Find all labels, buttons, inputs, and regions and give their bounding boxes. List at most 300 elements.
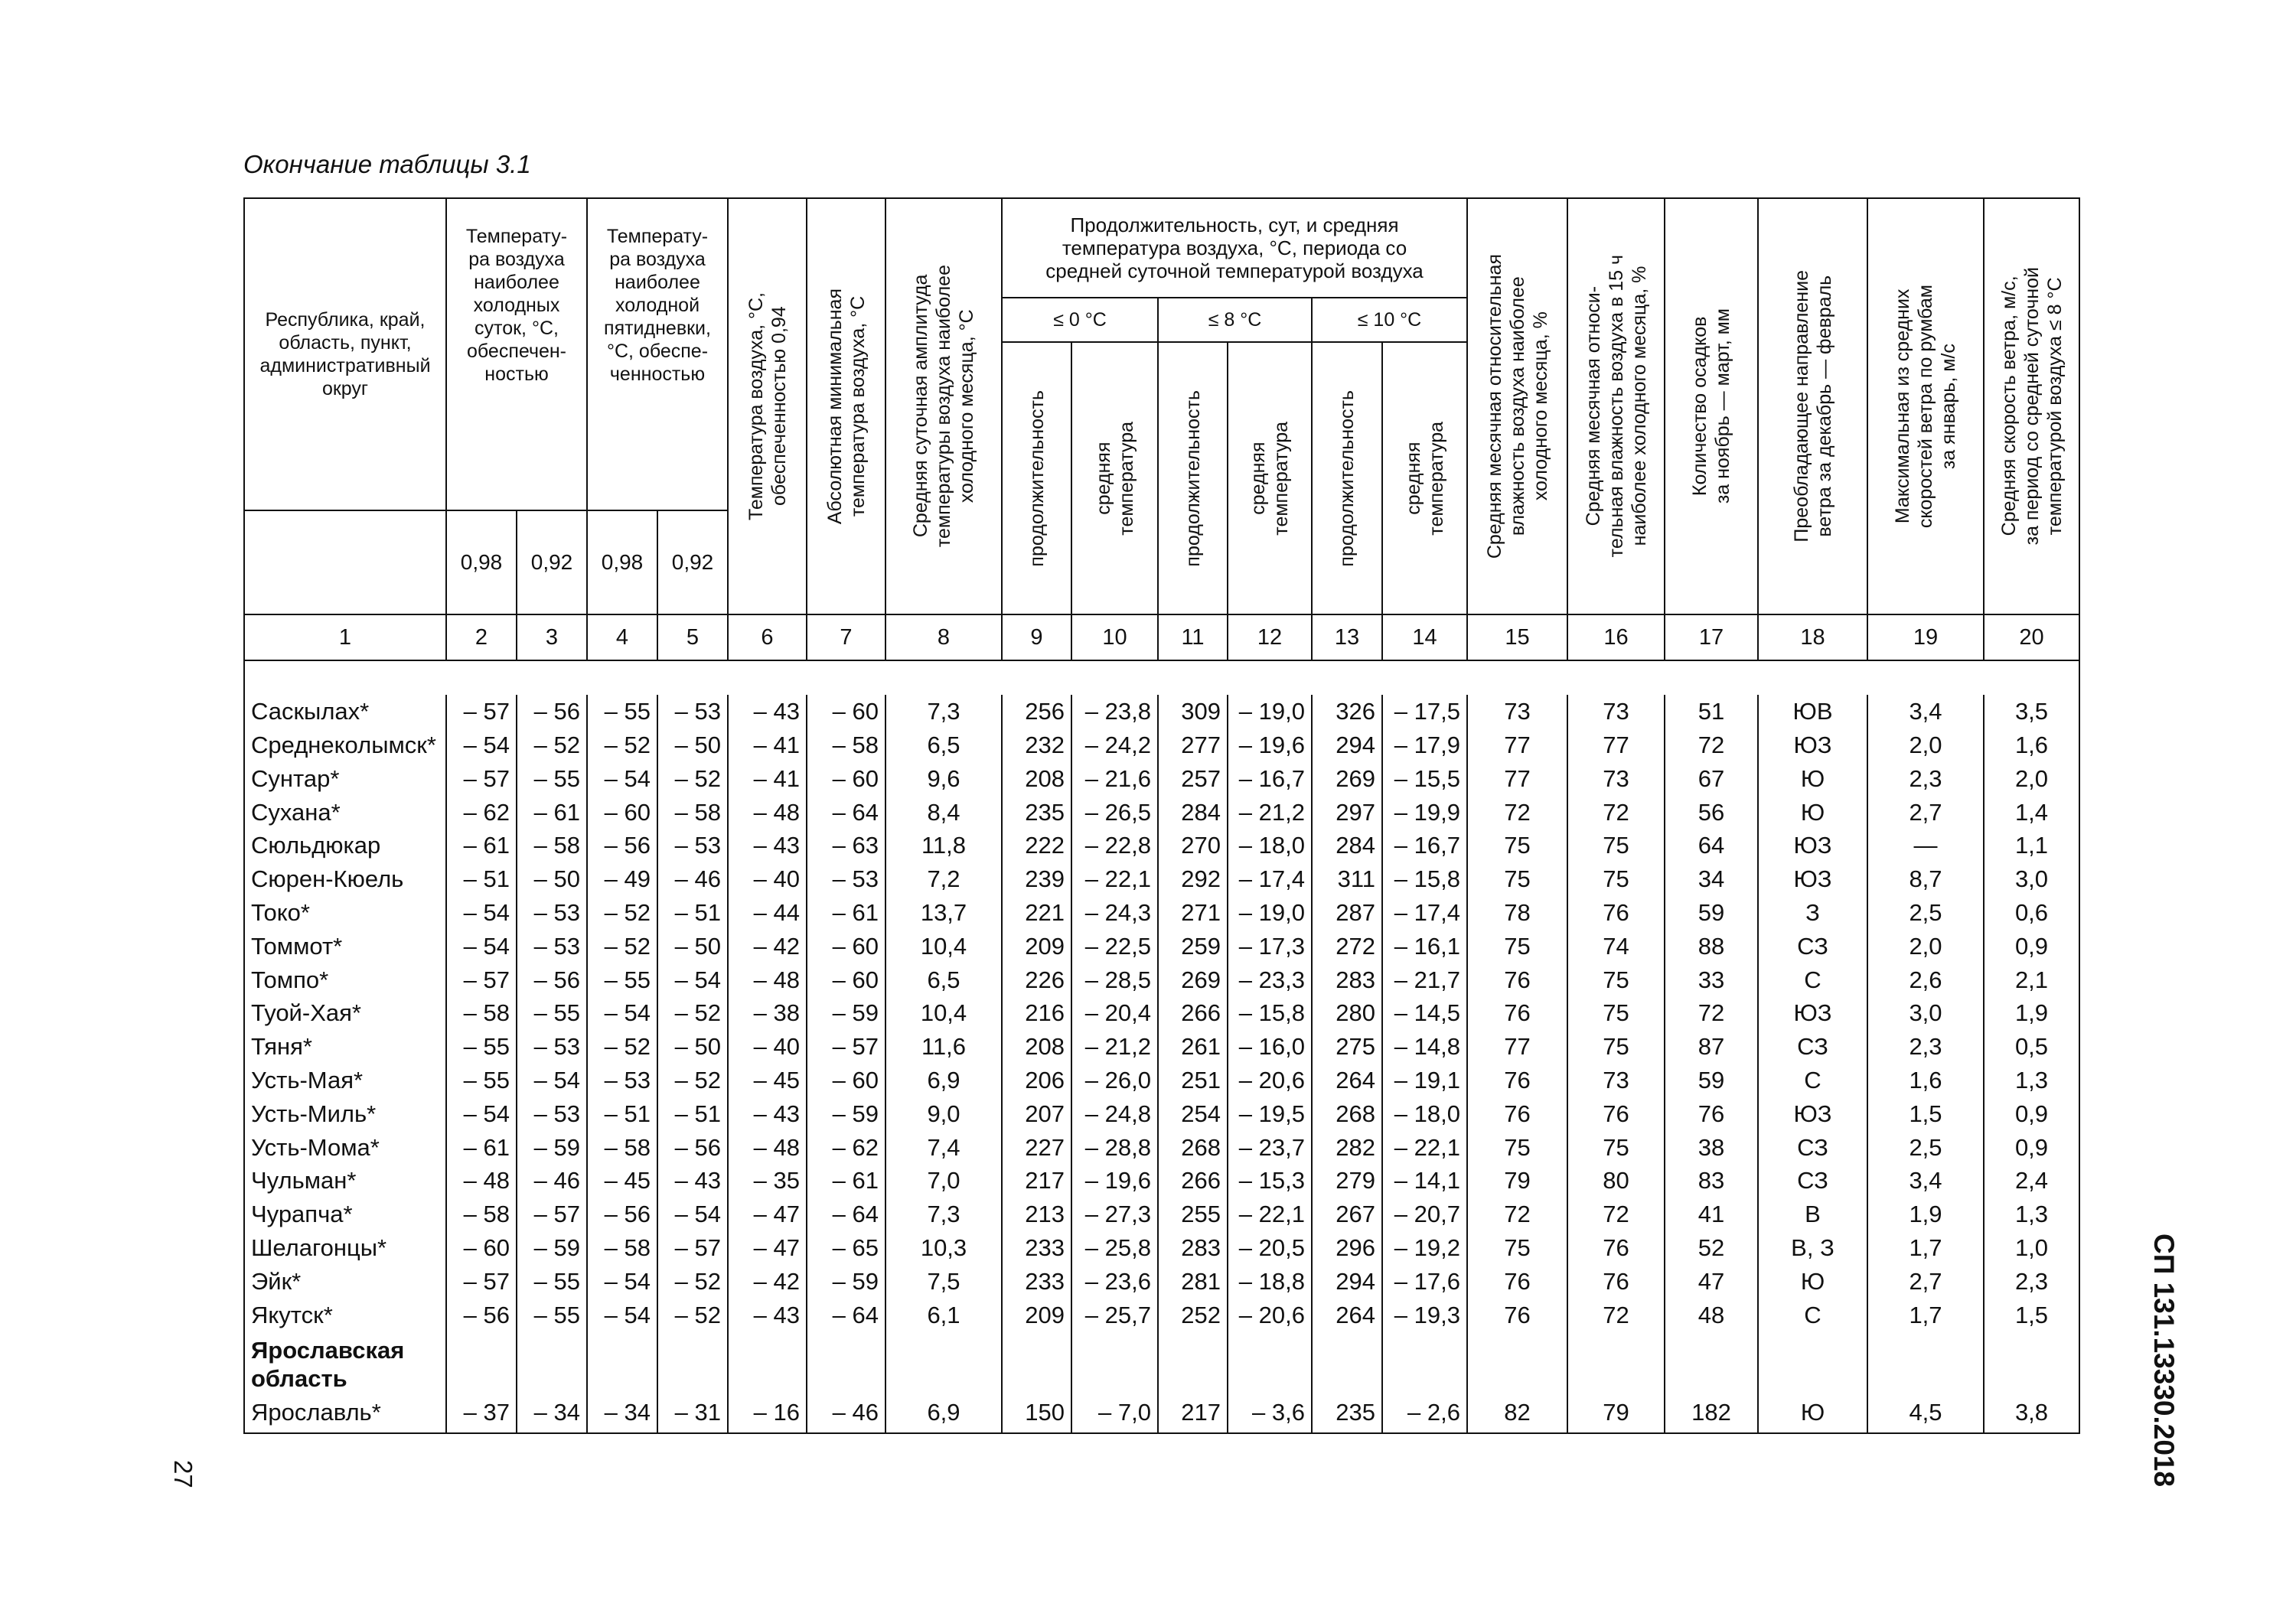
table-cell: – 55: [517, 761, 587, 795]
table-cell: 1,6: [1984, 728, 2079, 762]
column-number: 5: [657, 614, 728, 660]
table-cell: 1,3: [1984, 1064, 2079, 1097]
table-cell: – 55: [517, 1298, 587, 1331]
table-cell: – 64: [807, 1198, 885, 1231]
table-cell: 7,5: [885, 1264, 1002, 1298]
table-cell: – 54: [587, 1264, 657, 1298]
page-number: 27: [169, 1460, 197, 1488]
table-cell: – 17,4: [1382, 896, 1467, 930]
table-cell: 1,1: [1984, 829, 2079, 862]
table-cell: – 19,6: [1228, 728, 1312, 762]
table-cell: 72: [1567, 1298, 1665, 1331]
table-cell: – 34: [587, 1393, 657, 1433]
table-cell: – 20,6: [1228, 1298, 1312, 1331]
table-cell: 2,0: [1867, 728, 1984, 762]
table-cell: 208: [1002, 761, 1071, 795]
table-cell: 264: [1312, 1064, 1382, 1097]
table-cell: 209: [1002, 929, 1071, 963]
table-cell: – 58: [587, 1231, 657, 1265]
column-number: 10: [1071, 614, 1158, 660]
header-duration-10: продолжительность: [1312, 342, 1382, 614]
table-cell: – 46: [517, 1164, 587, 1198]
region-row: [244, 1331, 2079, 1393]
table-cell: – 17,9: [1382, 728, 1467, 762]
table-cell: – 27,3: [1071, 1198, 1158, 1231]
table-cell: – 60: [807, 1064, 885, 1097]
table-cell: 76: [1467, 963, 1567, 996]
table-cell: – 48: [446, 1164, 517, 1198]
table-cell: СЗ: [1758, 1030, 1867, 1064]
table-cell: СЗ: [1758, 929, 1867, 963]
empty-cell: [446, 1331, 517, 1393]
table-cell: – 60: [807, 695, 885, 728]
table-cell: – 16,1: [1382, 929, 1467, 963]
table-cell: 0,9: [1984, 1130, 2079, 1164]
table-cell: 75: [1467, 929, 1567, 963]
header-region: Республика, край, область, пункт, административный округ: [244, 198, 446, 510]
table-cell: 2,5: [1867, 1130, 1984, 1164]
table-cell: – 50: [657, 728, 728, 762]
column-number: 13: [1312, 614, 1382, 660]
table-cell: – 41: [728, 728, 807, 762]
header-coldest-five-days: Температу- ра воздуха наиболее холодной пятидневки, °С, обеспе- ченностью: [587, 198, 728, 510]
table-cell: 48: [1665, 1298, 1758, 1331]
table-cell: 3,0: [1867, 996, 1984, 1030]
table-cell: 1,4: [1984, 795, 2079, 829]
header-period-8: ≤ 8 °С: [1158, 298, 1312, 342]
table-cell: – 49: [587, 862, 657, 896]
table-cell: 283: [1312, 963, 1382, 996]
table-cell: – 51: [446, 862, 517, 896]
table-cell: 76: [1467, 1298, 1567, 1331]
table-cell: 75: [1467, 1130, 1567, 1164]
table-cell: – 52: [657, 1264, 728, 1298]
table-cell: 233: [1002, 1231, 1071, 1265]
table-row: [244, 1298, 2079, 1331]
empty-cell: [1228, 1331, 1312, 1393]
header-period-0: ≤ 0 °С: [1002, 298, 1158, 342]
table-cell: – 18,8: [1228, 1264, 1312, 1298]
empty-cell: [807, 1331, 885, 1393]
table-cell: 256: [1002, 695, 1071, 728]
table-cell: 2,4: [1984, 1164, 2079, 1198]
table-cell: 76: [1567, 1231, 1665, 1265]
table-row: [244, 929, 2079, 963]
table-cell: – 51: [657, 896, 728, 930]
table-cell: 282: [1312, 1130, 1382, 1164]
table-row: [244, 728, 2079, 762]
table-cell: – 14,8: [1382, 1030, 1467, 1064]
table-cell: 33: [1665, 963, 1758, 996]
header-prob-092-a: 0,92: [517, 510, 587, 614]
table-cell: 72: [1567, 795, 1665, 829]
table-cell: 34: [1665, 862, 1758, 896]
table-cell: 76: [1467, 996, 1567, 1030]
table-cell: 206: [1002, 1064, 1071, 1097]
table-cell: – 60: [446, 1231, 517, 1265]
column-number: 8: [885, 614, 1002, 660]
empty-cell: [657, 1331, 728, 1393]
header-period-10: ≤ 10 °С: [1312, 298, 1467, 342]
table-cell: 56: [1665, 795, 1758, 829]
table-cell: 266: [1158, 996, 1228, 1030]
table-row: [244, 1231, 2079, 1265]
table-cell: – 61: [807, 1164, 885, 1198]
header-coldest-day: Температу- ра воздуха наиболее холодных суток, °С, обеспечен- ностью: [446, 198, 587, 510]
empty-cell: [1158, 1331, 1228, 1393]
table-cell: – 16,7: [1382, 829, 1467, 862]
table-cell: – 59: [807, 996, 885, 1030]
table-cell: – 22,1: [1071, 862, 1158, 896]
table-cell: 83: [1665, 1164, 1758, 1198]
table-cell: – 60: [807, 761, 885, 795]
header-periods: Продолжительность, сут, и средняя температура воздуха, °С, периода со средней суточной температурой воздуха: [1002, 198, 1467, 298]
table-cell: – 52: [657, 1298, 728, 1331]
table-cell: – 21,6: [1071, 761, 1158, 795]
table-cell: С: [1758, 1298, 1867, 1331]
table-cell: – 56: [517, 695, 587, 728]
table-row: [244, 1198, 2079, 1231]
table-cell: – 52: [657, 1064, 728, 1097]
table-cell: – 54: [587, 996, 657, 1030]
table-cell: – 58: [657, 795, 728, 829]
table-cell: – 61: [446, 1130, 517, 1164]
table-cell: Ю: [1758, 795, 1867, 829]
table-cell: – 15,8: [1382, 862, 1467, 896]
table-cell: 3,8: [1984, 1393, 2079, 1433]
table-cell: – 20,5: [1228, 1231, 1312, 1265]
table-cell: 7,4: [885, 1130, 1002, 1164]
station-name: Чульман*: [244, 1164, 446, 1198]
table-cell: – 43: [728, 1298, 807, 1331]
table-cell: – 22,8: [1071, 829, 1158, 862]
table-cell: – 53: [517, 1030, 587, 1064]
table-cell: – 54: [446, 929, 517, 963]
table-cell: – 20,6: [1228, 1064, 1312, 1097]
table-cell: 72: [1665, 996, 1758, 1030]
table-cell: 76: [1567, 1264, 1665, 1298]
table-cell: 267: [1312, 1198, 1382, 1231]
table-row: [244, 1393, 2079, 1433]
table-cell: 2,3: [1984, 1264, 2079, 1298]
table-cell: 271: [1158, 896, 1228, 930]
table-cell: СЗ: [1758, 1130, 1867, 1164]
station-name: Томмот*: [244, 929, 446, 963]
table-cell: 208: [1002, 1030, 1071, 1064]
table-cell: – 47: [728, 1231, 807, 1265]
column-number: 3: [517, 614, 587, 660]
table-cell: 326: [1312, 695, 1382, 728]
table-cell: 3,0: [1984, 862, 2079, 896]
table-cell: – 24,2: [1071, 728, 1158, 762]
table-cell: – 37: [446, 1393, 517, 1433]
table-cell: – 53: [517, 929, 587, 963]
table-cell: – 58: [587, 1130, 657, 1164]
table-cell: – 22,1: [1382, 1130, 1467, 1164]
table-cell: 264: [1312, 1298, 1382, 1331]
table-cell: 59: [1665, 1064, 1758, 1097]
table-cell: 73: [1567, 1064, 1665, 1097]
table-cell: 77: [1467, 761, 1567, 795]
table-cell: 75: [1567, 1030, 1665, 1064]
table-cell: – 50: [657, 1030, 728, 1064]
table-cell: 75: [1467, 862, 1567, 896]
table-cell: 259: [1158, 929, 1228, 963]
table-cell: – 50: [517, 862, 587, 896]
table-cell: 2,0: [1984, 761, 2079, 795]
table-cell: 0,9: [1984, 929, 2079, 963]
table-cell: 269: [1312, 761, 1382, 795]
table-cell: 2,0: [1867, 929, 1984, 963]
table-cell: – 3,6: [1228, 1393, 1312, 1433]
table-cell: 294: [1312, 1264, 1382, 1298]
header-meantemp-0: средняя температура: [1071, 342, 1158, 614]
empty-cell: [1867, 1331, 1984, 1393]
empty-cell: [1312, 1331, 1382, 1393]
table-cell: 261: [1158, 1030, 1228, 1064]
table-cell: – 23,6: [1071, 1264, 1158, 1298]
table-cell: – 43: [657, 1164, 728, 1198]
table-cell: – 52: [587, 728, 657, 762]
table-cell: – 54: [657, 1198, 728, 1231]
table-cell: – 61: [517, 795, 587, 829]
station-name: Усть-Мома*: [244, 1130, 446, 1164]
climate-table: [243, 197, 2080, 1434]
table-cell: 13,7: [885, 896, 1002, 930]
table-cell: 41: [1665, 1198, 1758, 1231]
table-cell: 235: [1002, 795, 1071, 829]
table-cell: – 65: [807, 1231, 885, 1265]
table-cell: ЮЗ: [1758, 862, 1867, 896]
table-cell: – 62: [446, 795, 517, 829]
table-cell: 75: [1567, 963, 1665, 996]
table-cell: 10,4: [885, 996, 1002, 1030]
header-max-wind: Максимальная из средних скоростей ветра по румбам за январь, м/с: [1867, 198, 1984, 614]
table-cell: – 50: [657, 929, 728, 963]
column-number: 1: [244, 614, 446, 660]
table-cell: – 52: [587, 1030, 657, 1064]
table-cell: – 20,7: [1382, 1198, 1467, 1231]
table-cell: ЮЗ: [1758, 996, 1867, 1030]
spacer-row: [244, 660, 2079, 695]
document-code: СП 131.13330.2018: [2148, 1234, 2180, 1488]
table-row: [244, 761, 2079, 795]
table-cell: – 18,0: [1382, 1097, 1467, 1130]
header-prob-092-b: 0,92: [657, 510, 728, 614]
table-cell: 272: [1312, 929, 1382, 963]
table-cell: 75: [1567, 996, 1665, 1030]
table-cell: – 14,1: [1382, 1164, 1467, 1198]
table-cell: 221: [1002, 896, 1071, 930]
station-name: Ярославль*: [244, 1393, 446, 1433]
column-number: 18: [1758, 614, 1867, 660]
table-cell: – 47: [728, 1198, 807, 1231]
station-name: Токо*: [244, 896, 446, 930]
table-cell: – 19,0: [1228, 695, 1312, 728]
table-cell: – 43: [728, 695, 807, 728]
table-body: [244, 660, 2079, 1433]
table-cell: ЮВ: [1758, 695, 1867, 728]
table-cell: – 53: [807, 862, 885, 896]
table-cell: 3,5: [1984, 695, 2079, 728]
table-cell: 2,3: [1867, 761, 1984, 795]
table-cell: 150: [1002, 1393, 1071, 1433]
station-name: Сюльдюкар: [244, 829, 446, 862]
table-cell: 72: [1467, 1198, 1567, 1231]
table-cell: – 60: [807, 963, 885, 996]
table-cell: – 42: [728, 1264, 807, 1298]
table-row: [244, 1030, 2079, 1064]
table-cell: – 56: [517, 963, 587, 996]
table-cell: – 23,8: [1071, 695, 1158, 728]
table-cell: 9,0: [885, 1097, 1002, 1130]
table-cell: 270: [1158, 829, 1228, 862]
table-cell: – 17,5: [1382, 695, 1467, 728]
station-name: Туой-Хая*: [244, 996, 446, 1030]
table-cell: – 25,7: [1071, 1298, 1158, 1331]
table-cell: 279: [1312, 1164, 1382, 1198]
empty-cell: [587, 1331, 657, 1393]
table-cell: 7,2: [885, 862, 1002, 896]
table-cell: 283: [1158, 1231, 1228, 1265]
table-cell: – 55: [446, 1064, 517, 1097]
table-cell: 8,4: [885, 795, 1002, 829]
table-cell: 209: [1002, 1298, 1071, 1331]
table-cell: – 42: [728, 929, 807, 963]
table-cell: 1,7: [1867, 1231, 1984, 1265]
table-cell: 10,4: [885, 929, 1002, 963]
table-cell: 266: [1158, 1164, 1228, 1198]
table-cell: – 21,2: [1071, 1030, 1158, 1064]
table-cell: 87: [1665, 1030, 1758, 1064]
table-cell: 74: [1567, 929, 1665, 963]
table-row: [244, 1097, 2079, 1130]
table-cell: 75: [1567, 862, 1665, 896]
table-cell: 216: [1002, 996, 1071, 1030]
table-cell: 257: [1158, 761, 1228, 795]
header-amplitude: Средняя суточная амплитуда температуры воздуха наиболее холодного месяца, °С: [885, 198, 1002, 614]
table-cell: 222: [1002, 829, 1071, 862]
table-cell: 75: [1467, 1231, 1567, 1265]
table-cell: 2,5: [1867, 896, 1984, 930]
column-number: 12: [1228, 614, 1312, 660]
table-row: [244, 862, 2079, 896]
table-cell: – 53: [517, 1097, 587, 1130]
table-cell: 51: [1665, 695, 1758, 728]
header-prob-098-a: 0,98: [446, 510, 517, 614]
header-prob-098-b: 0,98: [587, 510, 657, 614]
table-cell: – 51: [657, 1097, 728, 1130]
table-cell: 3,4: [1867, 1164, 1984, 1198]
table-cell: 7,0: [885, 1164, 1002, 1198]
table-cell: – 46: [807, 1393, 885, 1433]
table-cell: – 62: [807, 1130, 885, 1164]
table-cell: – 59: [517, 1130, 587, 1164]
header-duration-8: продолжительность: [1158, 342, 1228, 614]
header-precipitation: Количество осадков за ноябрь — март, мм: [1665, 198, 1758, 614]
table-cell: – 19,9: [1382, 795, 1467, 829]
table-cell: 10,3: [885, 1231, 1002, 1265]
table-cell: – 64: [807, 795, 885, 829]
table-cell: 1,7: [1867, 1298, 1984, 1331]
table-cell: —: [1867, 829, 1984, 862]
station-name: Усть-Миль*: [244, 1097, 446, 1130]
column-number: 11: [1158, 614, 1228, 660]
table-cell: 281: [1158, 1264, 1228, 1298]
table-cell: – 51: [587, 1097, 657, 1130]
table-cell: – 53: [517, 896, 587, 930]
empty-cell: [728, 1331, 807, 1393]
table-cell: – 15,3: [1228, 1164, 1312, 1198]
table-cell: – 43: [728, 1097, 807, 1130]
table-cell: 6,9: [885, 1393, 1002, 1433]
table-cell: – 54: [587, 761, 657, 795]
table-cell: 79: [1467, 1164, 1567, 1198]
table-cell: 268: [1312, 1097, 1382, 1130]
table-cell: – 53: [657, 695, 728, 728]
table-cell: 294: [1312, 728, 1382, 762]
table-cell: – 17,6: [1382, 1264, 1467, 1298]
table-cell: – 55: [587, 695, 657, 728]
table-cell: 11,8: [885, 829, 1002, 862]
table-cell: – 26,5: [1071, 795, 1158, 829]
table-cell: 269: [1158, 963, 1228, 996]
table-cell: – 55: [517, 1264, 587, 1298]
table-cell: 80: [1567, 1164, 1665, 1198]
station-name: Якутск*: [244, 1298, 446, 1331]
table-cell: – 28,8: [1071, 1130, 1158, 1164]
table-cell: 275: [1312, 1030, 1382, 1064]
table-cell: – 26,0: [1071, 1064, 1158, 1097]
station-name: Чурапча*: [244, 1198, 446, 1231]
table-cell: – 52: [517, 728, 587, 762]
table-cell: 311: [1312, 862, 1382, 896]
table-cell: 255: [1158, 1198, 1228, 1231]
table-cell: – 48: [728, 795, 807, 829]
column-number: 16: [1567, 614, 1665, 660]
table-cell: – 38: [728, 996, 807, 1030]
empty-cell: [1758, 1331, 1867, 1393]
table-cell: 7,3: [885, 1198, 1002, 1231]
table-cell: – 15,5: [1382, 761, 1467, 795]
table-cell: 1,5: [1984, 1298, 2079, 1331]
table-row: [244, 795, 2079, 829]
column-number: 17: [1665, 614, 1758, 660]
table-cell: С: [1758, 963, 1867, 996]
table-cell: – 48: [728, 1130, 807, 1164]
empty-cell: [1665, 1331, 1758, 1393]
table-cell: 297: [1312, 795, 1382, 829]
table-cell: 75: [1467, 829, 1567, 862]
table-cell: 296: [1312, 1231, 1382, 1265]
table-cell: – 35: [728, 1164, 807, 1198]
table-cell: – 45: [587, 1164, 657, 1198]
table-cell: 284: [1312, 829, 1382, 862]
table-cell: – 16,0: [1228, 1030, 1312, 1064]
column-number: 14: [1382, 614, 1467, 660]
column-number: 4: [587, 614, 657, 660]
table-cell: 284: [1158, 795, 1228, 829]
table-caption: Окончание таблицы 3.1: [243, 150, 531, 178]
table-cell: 280: [1312, 996, 1382, 1030]
empty-cell: [1002, 1331, 1071, 1393]
table-cell: – 48: [728, 963, 807, 996]
station-name: Шелагонцы*: [244, 1231, 446, 1265]
table-cell: – 59: [807, 1264, 885, 1298]
empty-cell: [1567, 1331, 1665, 1393]
header-meantemp-10: средняя температура: [1382, 342, 1467, 614]
header-temp-094: Температура воздуха, °С, обеспеченностью 0,94: [728, 198, 807, 614]
